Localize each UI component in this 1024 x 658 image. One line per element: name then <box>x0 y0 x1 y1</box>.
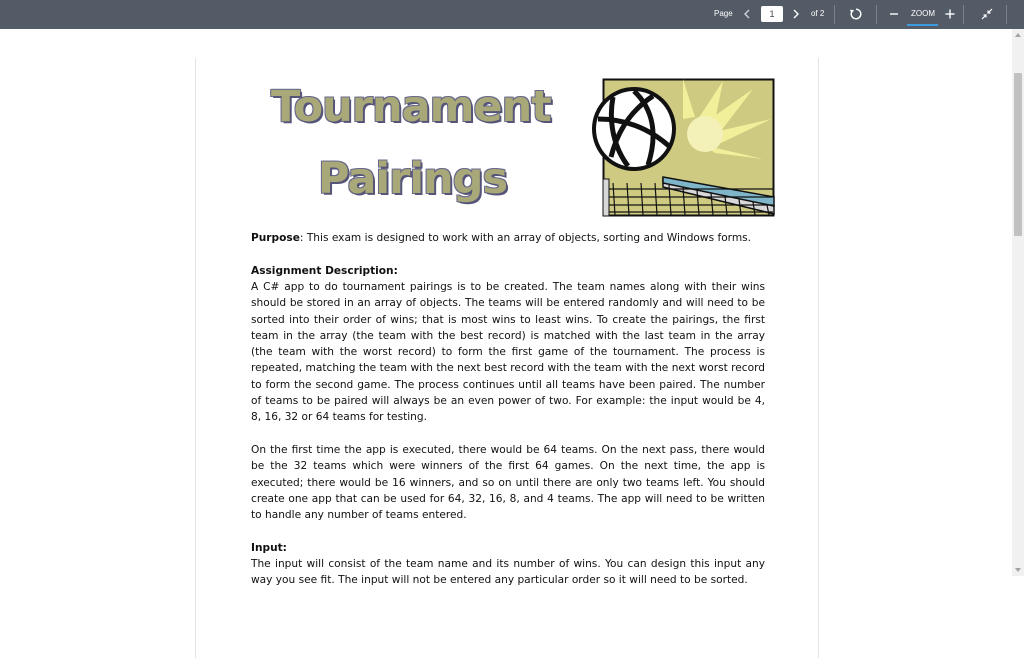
pdf-toolbar <box>0 0 1024 29</box>
input-paragraph: The input will consist of the team name and its number of wins. You can design this input any way you see fit. The input will not be entered any particular order so it will need to be sorted. <box>251 558 765 587</box>
toolbar-divider <box>1006 5 1007 24</box>
rotate-icon <box>848 6 864 22</box>
purpose-paragraph <box>251 230 765 246</box>
chevron-left-icon <box>740 6 754 22</box>
minus-icon <box>887 6 901 22</box>
pdf-page <box>195 58 819 658</box>
page-count-label: of 2 <box>811 9 825 18</box>
scroll-up-arrow-icon[interactable] <box>1015 33 1021 37</box>
input-heading: Input: <box>251 542 287 554</box>
zoom-out-button[interactable] <box>887 6 901 22</box>
title-line-1: Tournament <box>271 82 551 132</box>
assignment-heading: Assignment Description: <box>251 265 398 277</box>
purpose-text: : This exam is designed to work with an array of objects, sorting and Windows forms. <box>299 232 752 244</box>
zoom-underline <box>907 24 938 26</box>
scroll-thumb[interactable] <box>1014 73 1022 236</box>
next-page-button[interactable] <box>789 6 803 22</box>
toolbar-divider <box>963 5 964 24</box>
zoom-in-button[interactable] <box>943 6 957 22</box>
fit-page-button[interactable] <box>980 6 994 22</box>
page-label: Page <box>714 9 733 18</box>
title-line-2: Pairings <box>318 154 508 204</box>
toolbar-divider <box>834 5 835 24</box>
volleyball-clipart <box>603 79 774 216</box>
scroll-down-arrow-icon[interactable] <box>1015 568 1021 572</box>
page-number-input[interactable] <box>761 6 783 22</box>
purpose-label: Purpose <box>251 232 300 244</box>
rotate-button[interactable] <box>848 6 864 22</box>
vertical-scrollbar[interactable] <box>1012 29 1024 576</box>
chevron-right-icon <box>789 6 803 22</box>
zoom-label[interactable]: ZOOM <box>911 9 935 18</box>
plus-icon <box>943 6 957 22</box>
previous-page-button[interactable] <box>740 6 754 22</box>
second-paragraph: On the first time the app is executed, there would be 64 teams. On the next pass, there would be the 32 teams which were winners of the first 64 games. On the next time, the app is executed; there would be 16 winners, and so on until there are only two teams left. You should create one app that can be used for 64, 32, 16, 8, and 4 teams. The app will need to be written to handle any number of teams entered. <box>251 444 765 522</box>
toolbar-divider <box>876 5 877 24</box>
assignment-paragraph: A C# app to do tournament pairings is to be created. The team names along with their wins should be stored in an array of objects. The teams will be entered randomly and will need to be sorted into their order of wins; that is most wins to least wins. To create the pairings, the first team in the array (the team with the best record) is matched with the last team in the array (the team with the worst record) to form the first game of the tournament. The process is repeated, matching the team with the next best record with the team with the next worst record to form the second game. The process continues until all teams have been paired. The number of teams to be paired will always be an even power of two. For example: the input would be 4, 8, 16, 32 or 64 teams for testing. <box>251 281 765 424</box>
collapse-icon <box>980 6 994 22</box>
document-viewer[interactable] <box>0 29 1024 587</box>
